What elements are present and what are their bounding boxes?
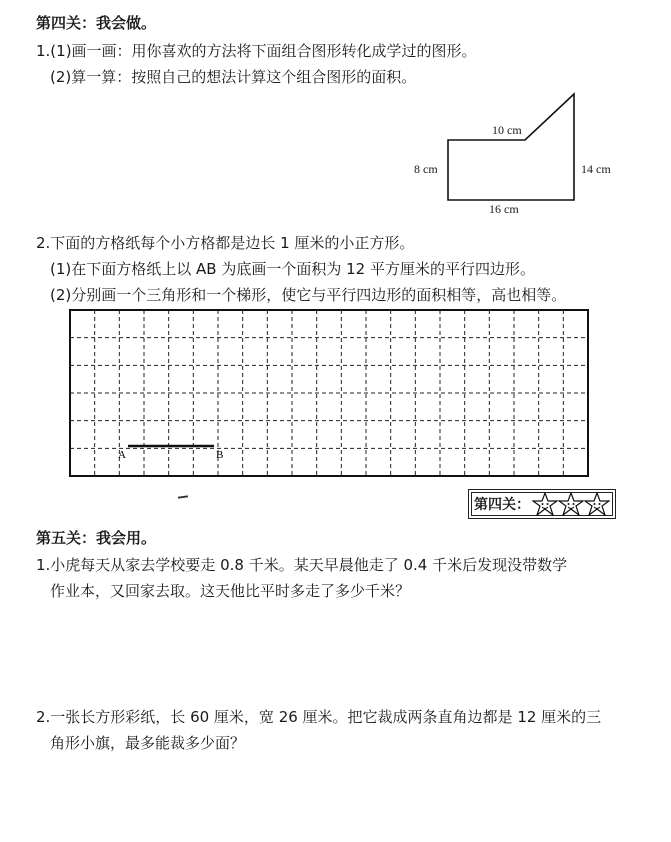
stray-mark	[178, 495, 188, 498]
section4-q2-line1: 2.下面的方格纸每个小方格都是边长 1 厘米的小正方形。	[36, 234, 415, 252]
section5-q2-line2: 角形小旗，最多能裁多少面？	[50, 734, 246, 752]
section5-q2-line1: 2.一张长方形彩纸，长 60 厘米，宽 26 厘米。把它裁成两条直角边都是 12 厘米的三	[36, 708, 602, 726]
section5-q1-line1: 1.小虎每天从家去学校要走 0.8 千米。某天早晨他走了 0.4 千米后发现没带数学	[36, 556, 568, 574]
grid-dashed-lines	[70, 310, 588, 476]
figure-label-top: 10 cm	[492, 123, 522, 137]
grid-paper[interactable]	[66, 306, 592, 480]
section4-title: 第四关：我会做。	[36, 14, 157, 32]
section5-q1-line2: 作业本，又回家去取。这天他比平时多走了多少千米？	[50, 582, 411, 600]
badge-label: 第四关：	[474, 497, 530, 513]
smiley-star-icon	[558, 492, 584, 516]
figure-label-bottom: 16 cm	[489, 202, 519, 216]
smiley-star-icon	[532, 492, 558, 516]
section4-score-badge	[468, 489, 616, 519]
smiley-star-icon	[584, 492, 610, 516]
figure-label-right: 14 cm	[581, 162, 611, 176]
section4-q1-line1: 1.(1)画一画：用你喜欢的方法将下面组合图形转化成学过的图形。	[36, 42, 477, 60]
point-a-label: A	[118, 449, 126, 461]
badge-stars	[532, 492, 610, 516]
section4-q1-line2: (2)算一算：按照自己的想法计算这个组合图形的面积。	[50, 68, 417, 86]
figure-label-left: 8 cm	[414, 162, 438, 176]
section4-q2-line2: (1)在下面方格纸上以 AB 为底画一个面积为 12 平方厘米的平行四边形。	[50, 260, 535, 278]
section5-title: 第五关：我会用。	[36, 529, 157, 547]
composite-figure	[400, 88, 640, 223]
composite-shape-outline	[448, 94, 574, 200]
section4-q2-line3: (2)分别画一个三角形和一个梯形，使它与平行四边形的面积相等，高也相等。	[50, 286, 567, 304]
point-b-label: B	[216, 449, 224, 461]
